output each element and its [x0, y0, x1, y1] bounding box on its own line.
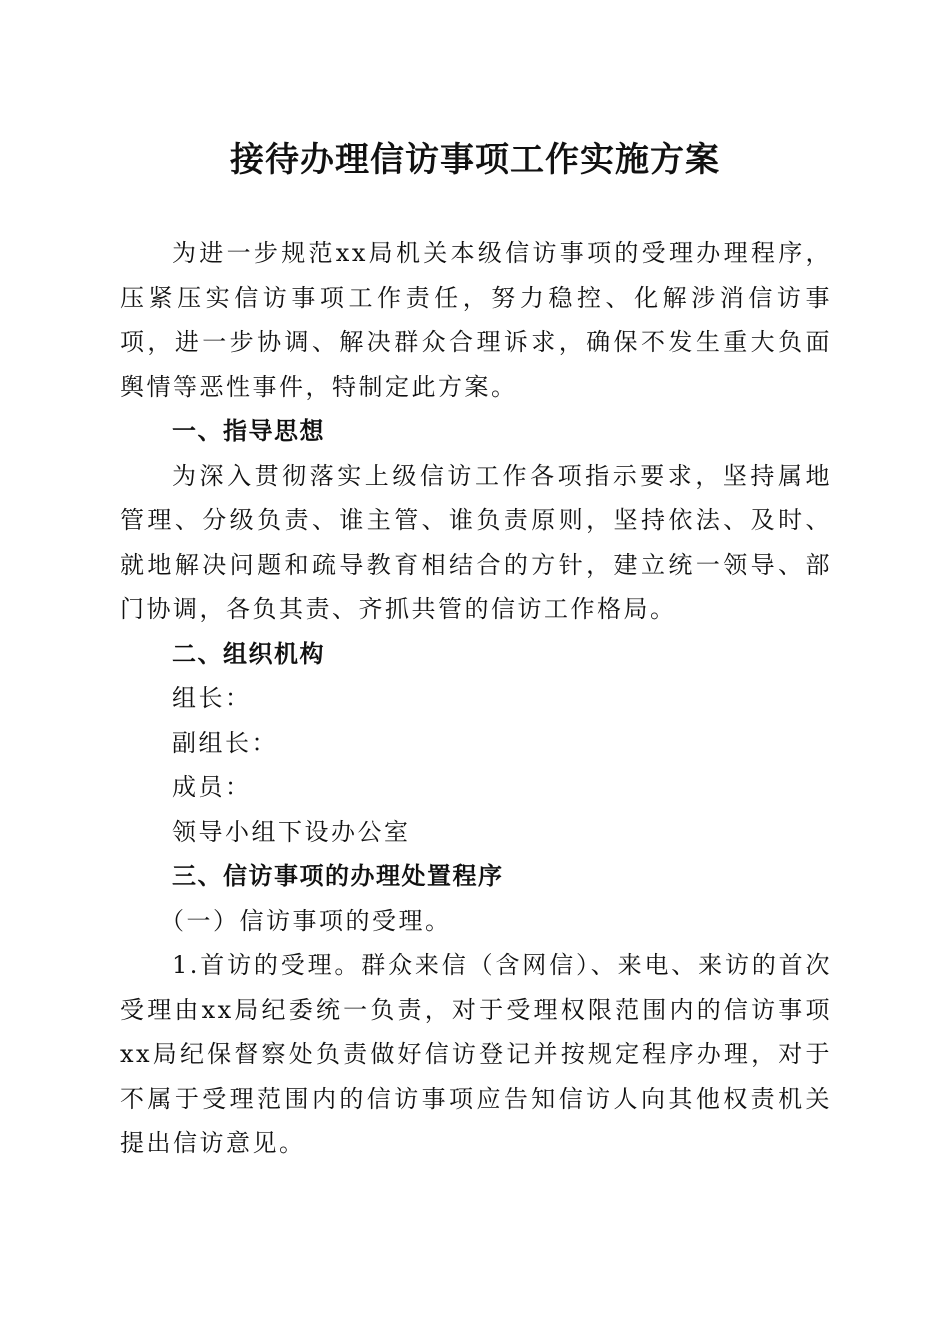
section-heading-guiding-ideology: 一、指导思想 [172, 417, 325, 445]
subsection-acceptance: （一）信访事项的受理。 [160, 906, 452, 935]
guiding-ideology-paragraph: 为深入贯彻落实上级信访工作各项指示要求，坚持属地管理、分级负责、谁主管、谁负责原则，坚持依法、及时、就地解决问题和疏导教育相结合的方针，建立统一领导、部门协调，各负其责、齐抓共管的信访工作格局。 [120, 461, 832, 623]
first-visit-paragraph: 1.首访的受理。群众来信（含网信）、来电、来访的首次受理由xx局纪委统一负责，对于受理权限范围内的信访事项xx局纪保督察处负责做好信访登记并按规定程序办理，对于不属于受理范围内的信访事项应告知信访人向其他权责机关提出信访意见。 [120, 951, 832, 1157]
intro-paragraph: 为进一步规范xx局机关本级信访事项的受理办理程序，压紧压实信访事项工作责任，努力稳控、化解涉消信访事项，进一步协调、解决群众合理诉求，确保不发生重大负面舆情等恶性事件，特制定此方案。 [120, 239, 832, 401]
office-line: 领导小组下设办公室 [172, 817, 411, 846]
members-line: 成员： [172, 773, 252, 801]
section-heading-procedure: 三、信访事项的办理处置程序 [172, 862, 504, 890]
document-body [120, 231, 832, 1166]
section-heading-organization: 二、组织机构 [172, 639, 325, 668]
document-title: 接待办理信访事项工作实施方案 [230, 140, 720, 180]
leader-line: 组长： [172, 684, 252, 712]
deputy-leader-line: 副组长： [172, 728, 278, 757]
